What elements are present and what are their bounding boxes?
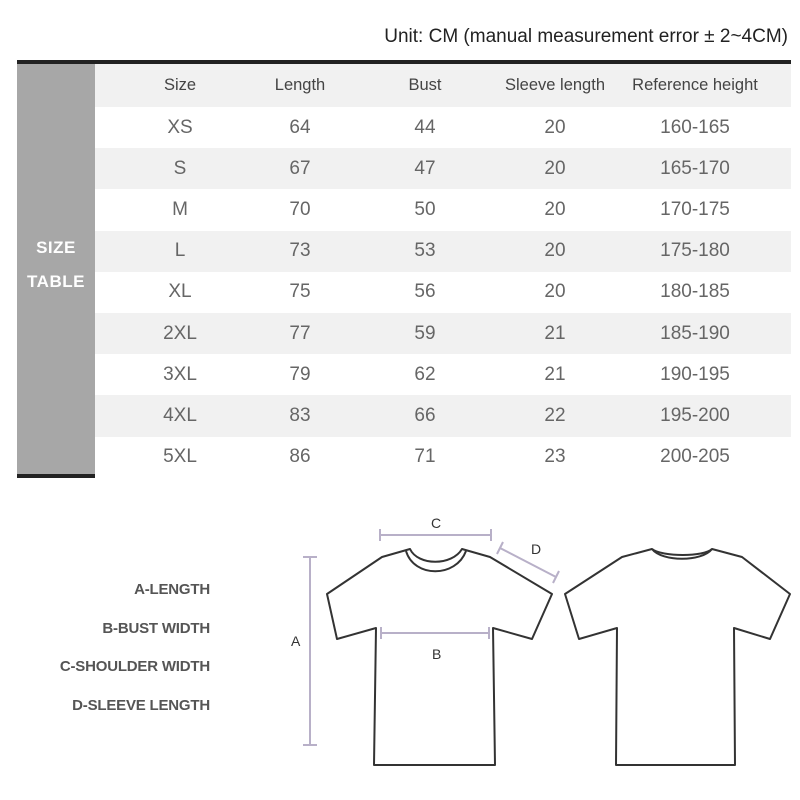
cell-length: 86 — [289, 446, 311, 468]
measure-b-line — [381, 627, 489, 639]
cell-sleeve-length: 21 — [544, 363, 566, 385]
cell-size: 2XL — [163, 322, 197, 344]
legend-c-shoulder-width: C-SHOULDER WIDTH — [59, 658, 210, 675]
measure-d-line — [497, 542, 559, 583]
cell-length: 83 — [289, 404, 311, 426]
cell-length: 70 — [289, 198, 311, 220]
cell-size: 5XL — [163, 446, 197, 468]
header-bust: Bust — [408, 76, 442, 94]
diagram-label-d: D — [531, 541, 542, 557]
cell-sleeve-length: 20 — [544, 240, 566, 262]
unit-note: Unit: CM (manual measurement error ± 2~4CM) — [384, 26, 788, 47]
cell-bust: 71 — [414, 446, 436, 468]
cell-length: 77 — [289, 322, 311, 344]
diagram-label-b: B — [432, 646, 442, 662]
cell-size: S — [173, 157, 187, 179]
cell-size: 4XL — [163, 404, 197, 426]
legend-d-sleeve-length: D-SLEEVE LENGTH — [72, 697, 210, 714]
cell-bust: 56 — [414, 281, 436, 303]
cell-reference-height: 195-200 — [660, 404, 730, 426]
measure-a-line — [303, 557, 317, 745]
cell-reference-height: 180-185 — [660, 281, 730, 303]
cell-length: 73 — [289, 240, 311, 262]
cell-bust: 62 — [414, 363, 436, 385]
cell-bust: 59 — [414, 322, 436, 344]
cell-bust: 53 — [414, 240, 436, 262]
cell-bust: 50 — [414, 198, 436, 220]
cell-bust: 47 — [414, 157, 436, 179]
cell-sleeve-length: 20 — [544, 198, 566, 220]
cell-sleeve-length: 22 — [544, 404, 566, 426]
side-label-line2: TABLE — [27, 272, 85, 291]
cell-length: 67 — [289, 157, 311, 179]
cell-reference-height: 170-175 — [660, 198, 730, 220]
cell-size: XL — [168, 281, 192, 303]
cell-reference-height: 160-165 — [660, 116, 730, 138]
cell-sleeve-length: 20 — [544, 116, 566, 138]
cell-sleeve-length: 21 — [544, 322, 566, 344]
cell-reference-height: 185-190 — [660, 322, 730, 344]
side-label-line1: SIZE — [36, 238, 76, 257]
diagram-label-a: A — [291, 633, 301, 649]
legend-a-length: A-LENGTH — [134, 581, 210, 598]
cell-size: 3XL — [163, 363, 197, 385]
cell-size: M — [172, 198, 188, 220]
header-sleeve-length: Sleeve length — [505, 76, 605, 94]
cell-reference-height: 190-195 — [660, 363, 730, 385]
header-reference-height: Reference height — [632, 76, 758, 94]
cell-sleeve-length: 20 — [544, 157, 566, 179]
header-size: Size — [163, 76, 197, 94]
cell-length: 79 — [289, 363, 311, 385]
diagram-label-c: C — [431, 515, 442, 531]
cell-sleeve-length: 23 — [544, 446, 566, 468]
cell-sleeve-length: 20 — [544, 281, 566, 303]
cell-size: L — [174, 240, 186, 262]
cell-reference-height: 200-205 — [660, 446, 730, 468]
cell-reference-height: 175-180 — [660, 240, 730, 262]
cell-length: 64 — [289, 116, 311, 138]
header-length: Length — [274, 76, 326, 94]
cell-size: XS — [167, 116, 193, 138]
cell-reference-height: 165-170 — [660, 157, 730, 179]
legend-b-bust-width: B-BUST WIDTH — [102, 620, 210, 637]
tshirt-back-icon — [565, 549, 790, 765]
cell-bust: 44 — [414, 116, 436, 138]
cell-bust: 66 — [414, 404, 436, 426]
cell-length: 75 — [289, 281, 311, 303]
